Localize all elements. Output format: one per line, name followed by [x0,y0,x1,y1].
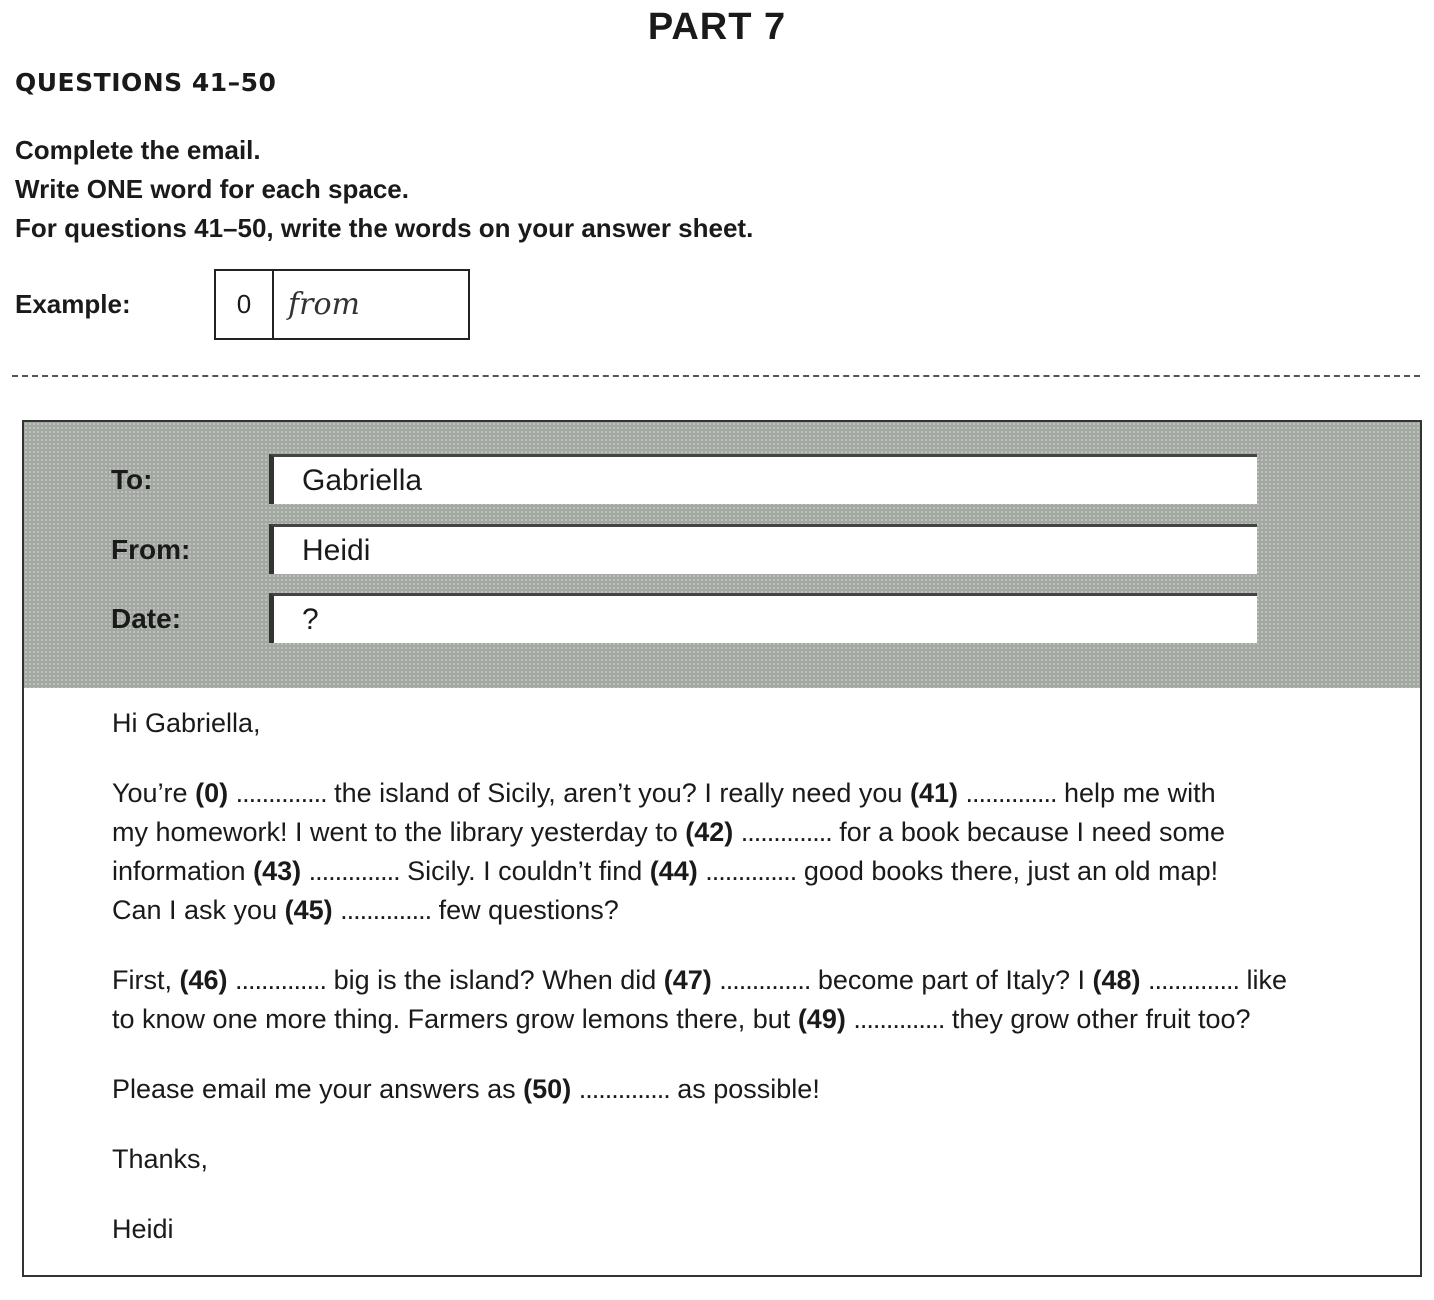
to-label: To: [111,464,153,495]
answer-gap: .............. [340,895,432,925]
email-greeting: Hi Gabriella, [112,708,261,738]
gap-number: (45) [284,895,333,925]
answer-gap: .............. [965,778,1057,808]
gap-number: (44) [649,856,698,886]
instruction-line: Complete the email. [15,135,261,165]
example-number: 0 [216,271,274,338]
answer-gap: .............. [719,965,811,995]
instruction-line: Write ONE word for each space. [15,174,409,204]
example-answer: from [288,287,360,322]
email-header [24,422,1420,688]
text-line: Can I ask you (45) .............. few questions? [112,895,619,925]
to-field: Gabriella [269,454,1257,504]
answer-gap: .............. [740,817,832,847]
example-label: Example: [15,289,131,319]
text-line: information (43) .............. Sicily. I couldn’t find (44) .............. good books there, just an old map! [112,856,1219,886]
answer-gap: .............. [235,965,327,995]
email-closing: Thanks, [112,1144,209,1174]
email-paragraph-3 [112,1070,820,1109]
gap-number: (0) [195,778,229,808]
answer-gap: .............. [235,778,327,808]
date-field: ? [269,593,1257,643]
gap-number: (46) [179,965,228,995]
text-line: my homework! I went to the library yesterday to (42) .............. for a book because I need some [112,817,1226,847]
example-box [214,269,470,340]
dashed-divider [12,375,1420,377]
page-title: PART 7 [647,6,787,48]
email-paragraph-1 [112,774,1225,930]
answer-gap: .............. [578,1074,670,1104]
answer-gap: .............. [705,856,797,886]
answer-gap: .............. [308,856,400,886]
answer-gap: .............. [853,1004,945,1034]
gap-number: (48) [1092,965,1141,995]
from-field: Heidi [269,524,1257,574]
email-paragraph-2 [112,961,1287,1039]
gap-number: (43) [253,856,302,886]
text-line: Please email me your answers as (50) .............. as possible! [112,1074,820,1104]
instruction-line: For questions 41–50, write the words on your answer sheet. [15,213,754,243]
email-card [22,420,1422,1277]
gap-number: (41) [909,778,958,808]
gap-number: (47) [663,965,712,995]
text-line: First, (46) .............. big is the island? When did (47) .............. become part of Italy? I (48) .............. like [112,965,1288,995]
gap-number: (42) [685,817,734,847]
gap-number: (49) [797,1004,846,1034]
text-line: You’re (0) .............. the island of Sicily, aren’t you? I really need you (41) .............. help me with [112,778,1216,808]
from-label: From: [111,534,191,565]
gap-number: (50) [523,1074,572,1104]
email-signature: Heidi [112,1214,174,1244]
questions-heading: QUESTIONS 41–50 [15,68,277,97]
date-label: Date: [111,603,182,634]
text-line: to know one more thing. Farmers grow lemons there, but (49) .............. they grow other fruit too? [112,1004,1251,1034]
answer-gap: .............. [1148,965,1240,995]
